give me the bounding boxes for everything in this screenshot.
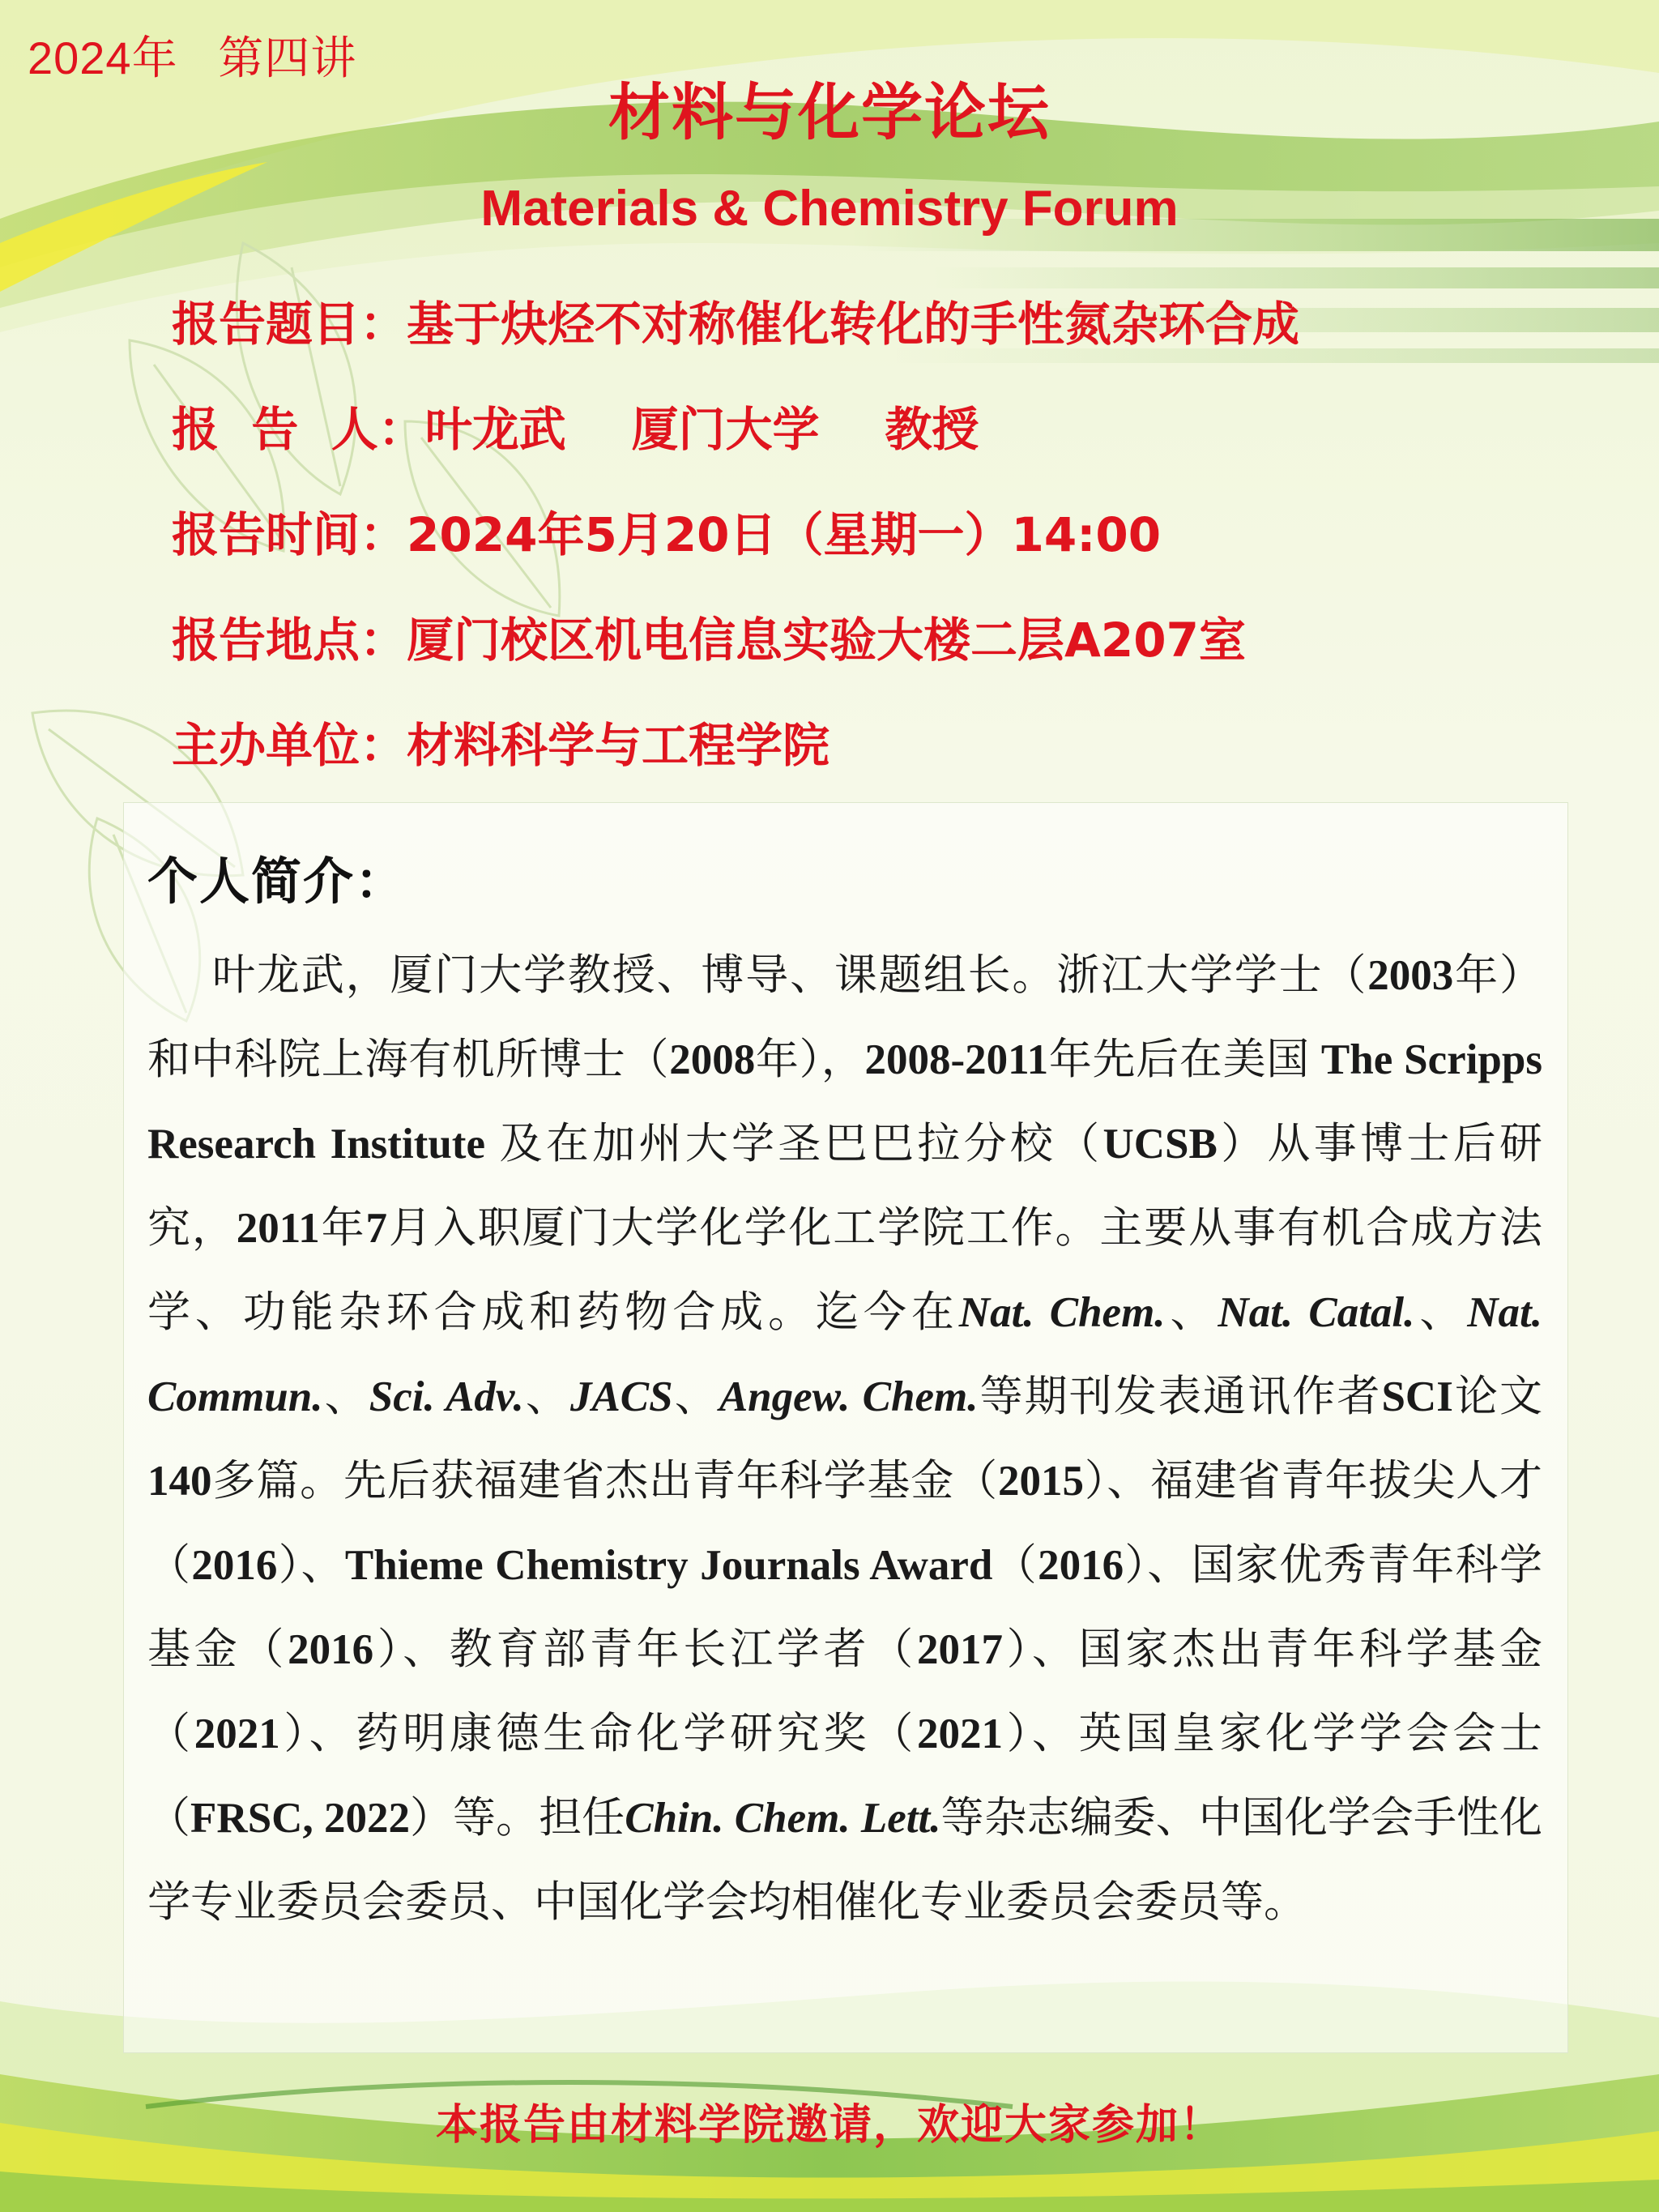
latin-text: 2003: [1367, 952, 1454, 999]
bio-text-segment: ）、药明康德生命化学研究奖（: [279, 1710, 917, 1757]
bio-text-segment: 等杂志编委、中国化学会手性化学专业委员会委员、中国化学会均相催化专业委员会委员等。: [147, 1795, 1543, 1926]
info-value: 厦门校区机电信息实验大楼二层A207室: [407, 613, 1246, 668]
latin-text: UCSB: [1102, 1121, 1218, 1168]
info-value: 基于炔烃不对称催化转化的手性氮杂环合成: [407, 297, 1300, 352]
journal-name: Sci. Adv.: [369, 1373, 524, 1420]
bio-text-segment: ）、英国皇家化学学会会士（: [147, 1710, 1543, 1842]
bio-text-segment: 月入职厦门大学化学化工学院工作。主要从事有机合成方法学、功能杂环合成和药物合成。迄今在: [147, 1205, 1543, 1336]
lecture-number: 第四讲: [218, 32, 357, 83]
journal-name: Chin. Chem. Lett.: [625, 1795, 941, 1842]
bio-paragraph: [147, 933, 1542, 1945]
journal-name: Nat. Catal.: [1218, 1289, 1415, 1336]
journal-name: Nat. Chem.: [958, 1289, 1166, 1336]
bio-text-segment: ）、: [277, 1542, 345, 1589]
forum-title-chinese: 材料与化学论坛: [608, 76, 1051, 148]
bio-text-segment: ）等。担任: [409, 1795, 625, 1842]
latin-text: 2021: [916, 1710, 1003, 1757]
bio-text-segment: 、: [322, 1373, 369, 1420]
latin-text: 2011: [236, 1205, 320, 1252]
info-label: 报 告 人：: [172, 402, 425, 457]
latin-text: 2008: [669, 1036, 756, 1083]
forum-title-english: Materials & Chemistry Forum: [480, 181, 1179, 237]
info-row-location: [172, 608, 1630, 713]
latin-text: 2016: [288, 1626, 374, 1673]
bio-text-segment: 年: [319, 1205, 366, 1252]
journal-name: Nat. Commun.: [147, 1289, 1543, 1420]
info-row-speaker: [172, 397, 1630, 502]
info-label: 报告地点：: [172, 613, 407, 668]
journal-name: JACS: [569, 1373, 673, 1420]
info-value: 2024年5月20日（星期一）14:00: [407, 507, 1162, 562]
latin-text: 2016: [191, 1542, 278, 1589]
info-label: 报告时间：: [172, 507, 407, 562]
bio-heading: 个人简介：: [147, 852, 407, 911]
info-value: 叶龙武 厦门大学 教授: [424, 402, 979, 457]
lecture-info-list: [172, 292, 1630, 818]
latin-text: Thieme Chemistry Journals Award: [344, 1542, 993, 1589]
info-value: 材料科学与工程学院: [407, 718, 830, 773]
bio-text-segment: 、: [523, 1373, 570, 1420]
bio-text-segment: 等期刊发表通讯作者: [978, 1373, 1382, 1420]
info-row-topic: [172, 292, 1630, 397]
latin-text: SCI: [1381, 1373, 1453, 1420]
bio-text-segment: 年）和中科院上海有机所博士（: [147, 952, 1543, 1083]
bio-text-segment: ）、国家杰出青年科学基金（: [147, 1626, 1543, 1757]
latin-text: 7: [365, 1205, 387, 1252]
latin-text: 140: [147, 1458, 212, 1505]
info-row-time: [172, 502, 1630, 608]
latin-text: FRSC, 2022: [190, 1795, 410, 1842]
bio-text-segment: ）、教育部青年长江学者（: [373, 1626, 917, 1673]
bio-text-segment: 叶龙武，厦门大学教授、博导、课题组长。浙江大学学士（: [212, 952, 1368, 999]
info-label: 主办单位：: [172, 718, 407, 773]
bio-text-segment: 论文: [1452, 1373, 1543, 1420]
year-label: 2024年: [28, 32, 178, 83]
bio-text-segment: 、: [1165, 1289, 1218, 1336]
bio-text-segment: 多篇。先后获福建省杰出青年科学基金（: [211, 1458, 998, 1505]
invitation-footer: 本报告由材料学院邀请，欢迎大家参加！: [435, 2101, 1223, 2150]
latin-text: 2016: [1038, 1542, 1124, 1589]
bio-text-segment: 、: [672, 1373, 719, 1420]
latin-text: 2015: [997, 1458, 1084, 1505]
latin-text: 2008-2011: [864, 1036, 1049, 1083]
bio-text-segment: 及在加州大学圣巴巴拉分校（: [484, 1121, 1103, 1168]
bio-text-segment: （: [992, 1542, 1038, 1589]
bio-text-segment: 年），: [755, 1036, 865, 1083]
journal-name: Angew. Chem.: [719, 1373, 979, 1420]
bio-text-segment: 年先后在美国: [1048, 1036, 1321, 1083]
bio-text-segment: ）从事博士后研究，: [147, 1121, 1543, 1252]
bio-text-segment: ）、福建省青年拔尖人才（: [147, 1458, 1543, 1589]
latin-text: The Scripps Research Institute: [147, 1036, 1543, 1168]
bio-text-segment: 、: [1414, 1289, 1468, 1336]
latin-text: 2021: [194, 1710, 280, 1757]
info-label: 报告题目：: [172, 297, 407, 352]
latin-text: 2017: [916, 1626, 1003, 1673]
bio-text-segment: ）、国家优秀青年科学基金（: [147, 1542, 1542, 1673]
